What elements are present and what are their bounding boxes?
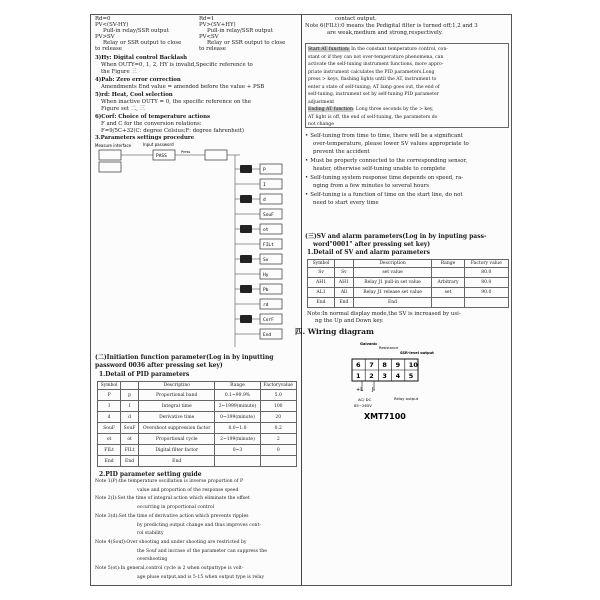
wiring-title: 四. Wiring diagram: [295, 327, 374, 336]
note-line: age pluse output,and is 5-15 when output type is relay: [137, 574, 265, 580]
table-row: [98, 412, 297, 423]
pid-table: [97, 381, 297, 467]
rd1-desc2: Relay or SSR output to close: [207, 40, 286, 46]
table-cell: Sv: [335, 268, 354, 278]
bullet-line: over-temperature, please lower SV values appropriate to: [313, 141, 469, 147]
input-password-label: Input password: [143, 142, 174, 147]
rd0-code: Rd=0: [95, 16, 111, 22]
relay-output-label: Relay output: [394, 396, 419, 401]
note6-line2: are weak,medium and strong,respectively.: [327, 30, 443, 36]
table-cell: AL1: [308, 288, 335, 298]
terminal-number: 8: [382, 361, 387, 369]
manual-sheet: [90, 14, 512, 586]
table-cell: End: [138, 456, 215, 467]
rd1-desc3: to release: [199, 46, 226, 52]
table-cell: 0~399(minute): [215, 412, 260, 423]
bullet-line: prevent the accident: [313, 149, 370, 155]
terminal-number: 5: [408, 372, 414, 380]
bullet-line: • Self-tuning system response time depends on speed, ra-: [305, 175, 463, 182]
table-cell: Sv: [308, 268, 335, 278]
sv-header-cell: Range: [432, 260, 464, 268]
pid-header-cell: Factoryvalue: [260, 382, 297, 390]
measure-label: Measure interface: [95, 143, 132, 148]
table-cell: 100: [260, 401, 297, 412]
model-label: XMT7100: [364, 412, 406, 421]
sv-alarm-table: [307, 259, 509, 308]
at-highlight: Start AT function:: [308, 47, 350, 52]
table-cell: 2~1999(minute): [215, 401, 260, 412]
table-cell: All: [335, 288, 354, 298]
table-row: [98, 456, 297, 467]
rd-line2: Figure set 二, 三: [101, 106, 145, 112]
note-line: Note 5(ot):In general,control cycle is 2 when outputtype is volt-: [95, 566, 244, 571]
table-cell: AH1: [308, 278, 335, 288]
procedure-step-label: P: [263, 168, 266, 173]
pb-line1: Amendments End value = amended before the value + PSB: [101, 84, 265, 90]
at-highlight: Ending AT function: [308, 107, 353, 112]
table-cell: 0.2: [260, 423, 297, 434]
note-mode-1: Note:In normal display mode,the SV is increased by usi-: [307, 311, 461, 317]
table-cell: [432, 298, 464, 308]
pid-header-cell: Range: [215, 382, 260, 390]
corf-title: 6)Corf: Choice of temperature actions: [95, 114, 211, 120]
ssr-label: SSR-level output: [400, 351, 434, 355]
procedure-step-label: ot: [263, 228, 269, 233]
table-cell: set: [432, 288, 464, 298]
terminal-number: 9: [395, 361, 401, 369]
table-cell: 5.0: [260, 390, 297, 401]
sv-title: (三)SV and alarm parameters(Log in by inputing pass-: [305, 233, 487, 240]
table-cell: Arbitrary: [432, 278, 464, 288]
pb-title: 4)Pab: Zero error correction: [95, 77, 181, 83]
table-cell: Relay J1 release set value: [353, 288, 432, 298]
table-row: [98, 423, 297, 434]
terminal-number: 2: [369, 372, 374, 380]
procedure-step-label: Hy: [263, 273, 269, 278]
column-divider: [301, 15, 302, 585]
terminal-number: 7: [369, 361, 374, 369]
table-cell: FILt: [121, 445, 139, 456]
table-cell: ot: [98, 434, 121, 445]
note-line: rol stability: [137, 531, 164, 537]
table-cell: 90.0: [464, 288, 508, 298]
key-icon: [240, 285, 252, 293]
resistance-label: Resistance: [379, 346, 399, 350]
table-row: [308, 288, 509, 298]
procedure-step-label: d: [263, 198, 266, 203]
pid-header-cell: [121, 382, 139, 390]
note-line: occurring in proportional control: [137, 505, 215, 511]
procedure-step-label: Sv: [263, 258, 269, 263]
rd-line1: When inactive OUTY = 0, the specific reference on the: [101, 99, 251, 105]
bullet-line: • Must be properly connected to the corresponding sensor,: [305, 158, 467, 165]
table-row: [308, 268, 509, 278]
at-line: adjustment: [308, 99, 335, 105]
note-line: Note 1(P):the temperature oscillation is inverse proportion of P: [95, 479, 244, 484]
sv-header-cell: Factory value: [464, 260, 508, 268]
key-icon: [240, 255, 252, 263]
note-line: overshooting: [137, 557, 168, 563]
table-cell: End: [308, 298, 335, 308]
rd0-desc3: to release: [95, 46, 122, 52]
key-icon: [240, 195, 252, 203]
sv-header-cell: Symbol: [308, 260, 335, 268]
procedure-step-label: rd: [263, 303, 269, 308]
table-cell: d: [98, 412, 121, 423]
table-cell: p: [121, 390, 139, 401]
table-row: [308, 298, 509, 308]
rd0-sub: PV<(SV-HY): [95, 22, 129, 28]
corf-line2: F=9/5C+32(C: degree Celsius;F: degree fahrenheit): [101, 128, 244, 134]
procedure-title: 3.Parameters settings procedure: [95, 135, 195, 141]
note-line: by predicting output change and thus improves cont-: [137, 522, 261, 528]
table-cell: 80.0: [464, 268, 508, 278]
corf-line1: F and C for the conversion relations:: [101, 121, 202, 127]
table-cell: I: [98, 401, 121, 412]
table-cell: 0~3: [215, 445, 260, 456]
at-function-box: [305, 43, 509, 128]
pid-title: 1.Detail of PID parameters: [99, 371, 190, 378]
init-title: (二)Initiation function parameter(Log in by inputting: [95, 354, 274, 361]
table-cell: 2: [260, 434, 297, 445]
voltage-range: 85~265V: [354, 403, 372, 408]
procedure-step-label: CorF: [263, 318, 274, 323]
note-line: value and proportion of the response speed: [137, 487, 239, 493]
table-cell: End: [121, 456, 139, 467]
note-mode-2: ng the Up and Down key.: [315, 318, 384, 324]
hy-title: 3)Hy: Digital control Backlash: [95, 55, 188, 61]
note-line: Note 4(Souf):Over shooting and under shooting are restricted by: [95, 539, 247, 545]
table-cell: FILt: [98, 445, 121, 456]
contact-output: contact output.: [335, 16, 377, 22]
table-cell: 80.0: [464, 278, 508, 288]
at-line: not change: [308, 122, 334, 127]
table-cell: d: [121, 412, 139, 423]
terminal-number: 4: [395, 372, 401, 380]
rd1-desc1: Pull-in relay/SSR output: [207, 28, 273, 34]
pid-header-cell: Descriptino: [138, 382, 215, 390]
terminal-number: 6: [356, 361, 361, 369]
rd1-sub: PV>(SV+HY): [199, 22, 236, 28]
table-cell: 0: [260, 445, 297, 456]
table-cell: SouF: [121, 423, 139, 434]
table-row: [98, 434, 297, 445]
wiring-diagram: [350, 339, 440, 429]
key-icon: [240, 315, 252, 323]
galvanic-label: Galvanic: [360, 342, 378, 346]
parameter-procedure-diagram: [95, 142, 299, 354]
table-cell: 2~199(minute): [215, 434, 260, 445]
at-line: stant or if they can not over-temperature phenomena, can: [308, 54, 444, 60]
rd1-cond: PV<SV: [199, 34, 219, 40]
table-cell: Proportional band: [138, 390, 215, 401]
svg-text:J-: J-: [372, 387, 376, 393]
svg-text:+L: +L: [356, 387, 363, 393]
terminal-number: 3: [382, 372, 387, 380]
rd0-desc2: Relay or SSR output to close: [103, 40, 182, 46]
table-cell: AH1: [335, 278, 354, 288]
bullet-line: • Self-tuning is a function of time on the start line, do not: [305, 192, 463, 199]
procedure-step-label: FILt: [263, 243, 274, 248]
sv-header-cell: [335, 260, 354, 268]
table-cell: Relay J1 pull-in set value: [353, 278, 432, 288]
bullet-line: • Self-tuning from time to time, there will be a significant: [305, 133, 463, 140]
table-cell: 20: [260, 412, 297, 423]
rd1-code: Rd=1: [199, 16, 215, 22]
table-row: [98, 445, 297, 456]
rd0-cond: PV>SV: [95, 34, 115, 40]
table-cell: Digital filter factor: [138, 445, 215, 456]
table-cell: 0.1~99.9%: [215, 390, 260, 401]
sv-title2: word"0001" after pressing set key): [313, 241, 431, 248]
table-cell: 0.0~1.0: [215, 423, 260, 434]
pid-header-cell: Symbol: [98, 382, 121, 390]
procedure-step-label: I: [263, 183, 266, 188]
table-cell: [215, 456, 260, 467]
note-line: Note 2(I):Set the time of integral action which eliminate the offset: [95, 496, 250, 502]
bullet-line: heater, otherwise self-tuning unable to complete: [313, 166, 446, 172]
table-row: [98, 390, 297, 401]
table-cell: ot: [121, 434, 139, 445]
sv-header-cell: Description: [353, 260, 432, 268]
procedure-step-label: SouF: [263, 213, 274, 218]
at-line: self-tuning, instrument set by self-tuning PID parameter: [308, 92, 439, 97]
table-cell: [432, 268, 464, 278]
sv-sub: 1.Detail of SV and alarm parameters: [307, 249, 430, 256]
at-line: AT light is off, the end of self-tuning, the parameters do: [308, 114, 438, 120]
step-pass: PASS: [156, 154, 167, 159]
table-cell: set value: [353, 268, 432, 278]
terminal-number: 10: [408, 361, 418, 369]
at-line: activate the self-tuning instrument functions, more appro-: [308, 62, 444, 67]
table-cell: End: [335, 298, 354, 308]
table-cell: Overshoot suppression factor: [138, 423, 215, 434]
table-cell: [260, 456, 297, 467]
key-icon: [240, 165, 252, 173]
rd0-desc1: Pull-in relay/SSR output: [103, 28, 169, 34]
hy-line2: the Figure 三: [101, 69, 137, 75]
table-cell: [464, 298, 508, 308]
terminal-number: 1: [356, 372, 361, 380]
at-line: Start AT function: In the constant temperature control, con-: [308, 47, 448, 52]
rd-title: 5)rd: Heat, Cool selection: [95, 92, 173, 98]
svg-text:Press: Press: [181, 150, 191, 154]
table-cell: Integral time: [138, 401, 215, 412]
at-line: Ending AT function: Long three seconds by the > key,: [308, 107, 434, 112]
power-label: AC/ DC: [358, 397, 372, 402]
guide-title: 2.PID parameter setting guide: [99, 471, 202, 478]
table-cell: P: [98, 390, 121, 401]
note6-line1: Note 6(FILt):0 means the Pedigital filter is turned off;1,2 and 3: [305, 23, 478, 29]
table-cell: SouF: [98, 423, 121, 434]
table-row: [98, 401, 297, 412]
at-line: priate instrument calculates the PID parameters.Long: [308, 69, 435, 75]
at-line: enter a state of self-tuning; AT lamp goes out, the end of: [308, 84, 440, 90]
note-line: Note 3(d):Set the time of derivative action which prevents ripples: [95, 513, 249, 519]
key-icon: [240, 225, 252, 233]
table-row: [308, 278, 509, 288]
at-line: press > keys, flashing lights until the AT, instrument to: [308, 77, 437, 82]
note-line: the Souf and incrase of the parameter can suppress the: [137, 548, 267, 554]
init-title2: password 0036 after pressing set key): [95, 362, 223, 369]
table-cell: End: [353, 298, 432, 308]
procedure-step-label: Pb: [263, 288, 269, 293]
procedure-step-label: End: [263, 333, 272, 338]
table-cell: Derivative time: [138, 412, 215, 423]
hy-line1: When OUTY=0, 1, 2, HY is invalid,Specific reference to: [101, 62, 253, 68]
bullet-line: nging from a few minutes to several hours: [313, 183, 430, 189]
table-cell: Proportional cycle: [138, 434, 215, 445]
bullet-line: need to start every time: [313, 200, 379, 206]
table-cell: End: [98, 456, 121, 467]
table-cell: I: [121, 401, 139, 412]
